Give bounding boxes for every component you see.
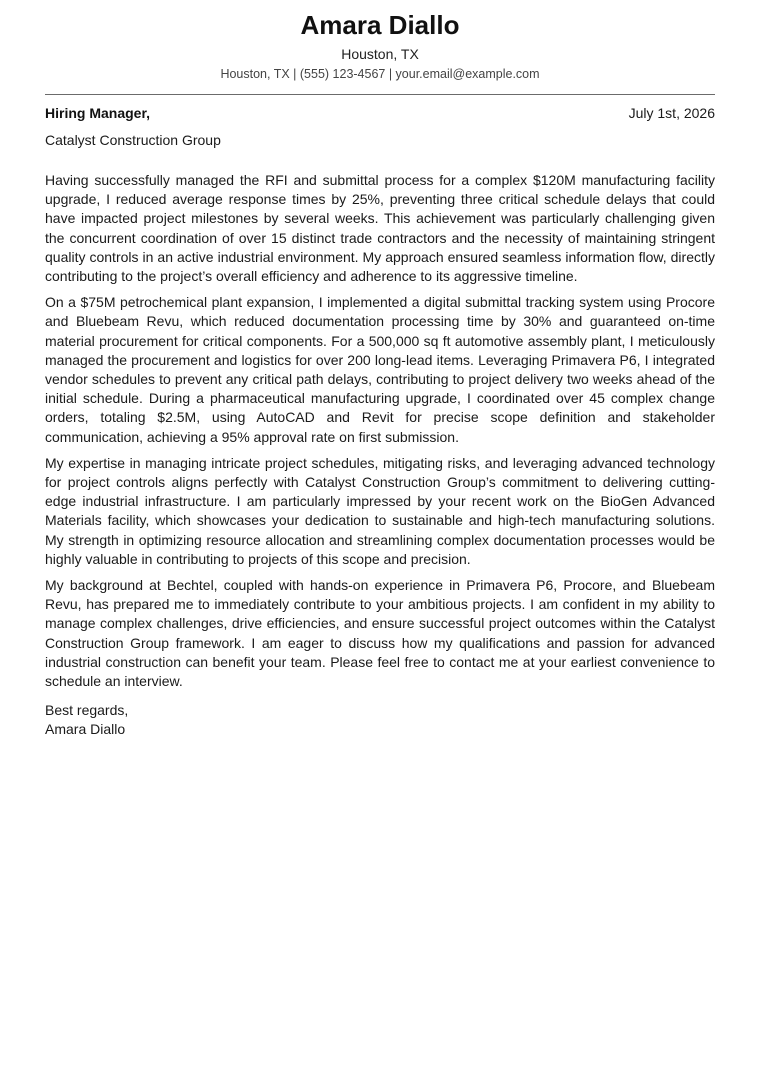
signature-name: Amara Diallo (45, 721, 126, 738)
body-paragraph-2: On a $75M petrochemical plant expansion, I implemented a digital submittal tracking system using Procore and Bluebeam Revu, which reduced documentation processing time by 30% and guaranteed on-time material procurement for critical components. For a 500,000 sq ft automotive assembly plant, I meticulously managed the procurement and logistics for over 200 long-lead items. Leveraging Primavera P6, I integrated vendor schedules to prevent any critical path delays, contributing to project delivery two weeks ahead of the initial schedule. During a pharmaceutical manufacturing upgrade, I coordinated over 45 complex change orders, totaling $2.5M, using AutoCAD and Revit for precise scope definition and stakeholder communication, achieving a 95% approval rate on first submission. (45, 294, 715, 445)
recipient-salutation: Hiring Manager, (45, 105, 151, 121)
closing-phrase: Best regards, (45, 702, 129, 719)
letter-closing (45, 701, 715, 739)
body-paragraph-3: My expertise in managing intricate project schedules, mitigating risks, and leveraging advanced technology for project controls aligns perfectly with Catalyst Construction Group’s commitment to delivering cutting-edge industrial infrastructure. I am particularly impressed by your recent work on the BioGen Advanced Materials facility, which showcases your dedication to sustainable and high-tech manufacturing solutions. My strength in optimizing resource allocation and streamlining complex documentation processes would be highly valuable in contributing to projects of this scope and precision. (45, 454, 715, 567)
applicant-name: Amara Diallo (300, 10, 460, 40)
letter-date: July 1st, 2026 (628, 105, 715, 121)
letter-body (45, 171, 715, 691)
body-paragraph-4: My background at Bechtel, coupled with hands-on experience in Primavera P6, Procore, and Bluebeam Revu, has prepared me to immediately contribute to your ambitious projects. I am confident in my ability to manage complex challenges, drive efficiencies, and ensure successful project outcomes within the Catalyst Construction Group framework. I am eager to discuss how my qualifications and passion for advanced industrial construction can benefit your team. Please feel free to contact me at your earliest convenience to schedule an interview. (45, 577, 715, 690)
header-divider (45, 94, 715, 95)
letter-header (45, 0, 715, 83)
recipient-date-row (45, 104, 715, 123)
applicant-location: Houston, TX (341, 46, 419, 62)
body-paragraph-1: Having successfully managed the RFI and submittal process for a complex $120M manufacturing facility upgrade, I reduced average response times by 25%, preventing three critical schedule delays that could have impacted project milestones by several weeks. This achievement was particularly challenging given the concurrent coordination of over 15 distinct trade contractors and the necessity of maintaining stringent quality controls in an active industrial environment. My approach ensured seamless information flow, directly contributing to the project’s overall efficiency and adherence to its aggressive timeline. (45, 172, 715, 285)
applicant-contact-line: Houston, TX | (555) 123-4567 | your.email@example.com (220, 67, 540, 81)
recipient-company: Catalyst Construction Group (45, 132, 221, 148)
